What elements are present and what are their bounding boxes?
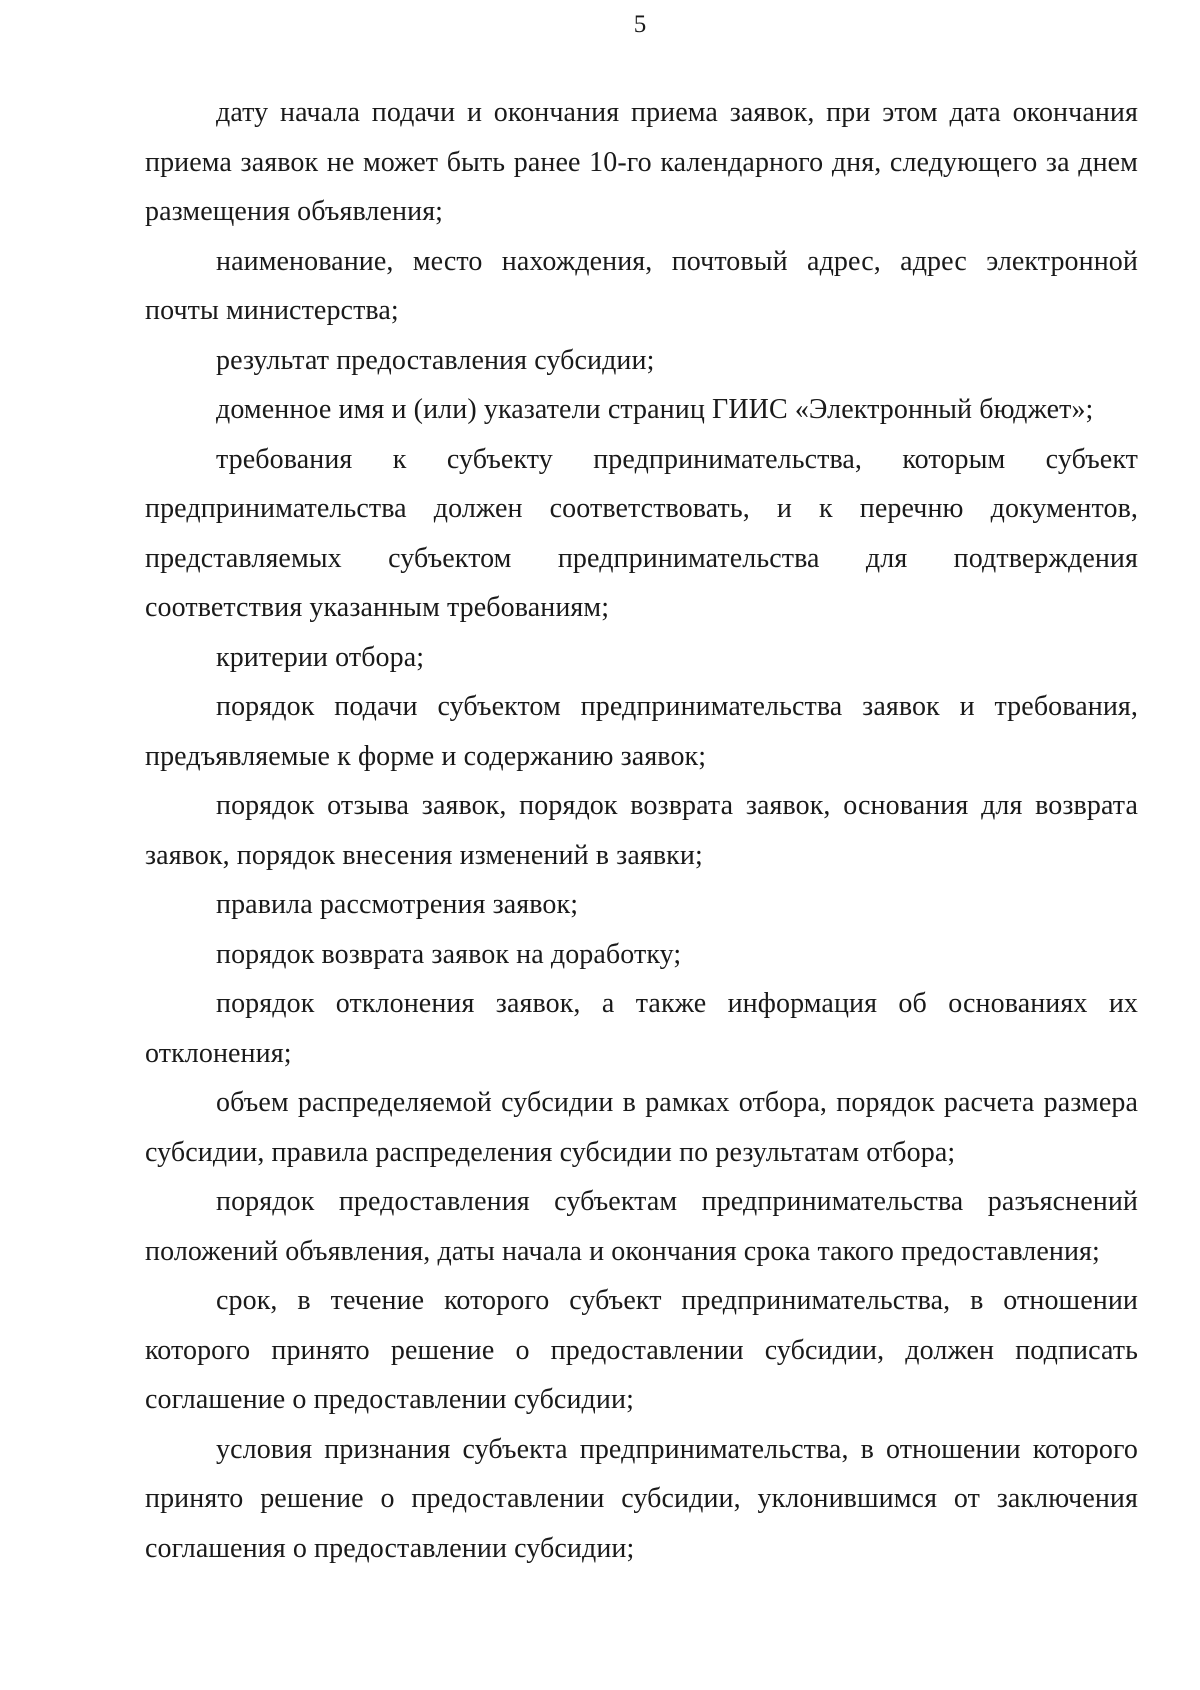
paragraph-review-rules: правила рассмотрения заявок; (216, 889, 579, 920)
paragraph-subsidy-result: результат предоставления субсидии; (216, 344, 655, 376)
paragraph-ministry-contacts: наименование, место нахождения, почтовый адрес, адрес электронной почты министерства; (145, 245, 1138, 326)
paragraph-subsidy-volume: объем распределяемой субсидии в рамках отбора, порядок расчета размера субсидии, правила распределения субсидии по результатам отбора; (145, 1087, 1138, 1168)
paragraph-submission-procedure: порядок подачи субъектом предпринимательства заявок и требования, предъявляемые к форме и содержанию заявок; (145, 691, 1138, 772)
paragraph-evasion-conditions: условия признания субъекта предпринимательства, в отношении которого принято решение о предоставлении субсидии, уклонившимся от заключения соглашения о предоставлении субсидии; (145, 1433, 1138, 1564)
page-number: 5 (633, 11, 647, 38)
paragraph-signing-deadline: срок, в течение которого субъект предпринимательства, в отношении которого принято решение о предоставлении субсидии, должен подписать соглашение о предоставлении субсидии; (145, 1285, 1138, 1415)
paragraph-domain-name: доменное имя и (или) указатели страниц ГИИС «Электронный бюджет»; (216, 394, 1094, 425)
paragraph-rejection-procedure: порядок отклонения заявок, а также информация об основаниях их отклонения; (145, 988, 1138, 1069)
paragraph-selection-criteria: критерии отбора; (216, 641, 425, 673)
paragraph-return-for-revision: порядок возврата заявок на доработку; (216, 938, 682, 970)
paragraph-entrepreneur-requirements: требования к субъекту предпринимательства, которым субъект предпринимательства должен соответствовать, и к перечню документов, представляемых субъектом предпринимательства для подтверждения соответствия указанным требованиям; (145, 443, 1138, 623)
paragraph-withdrawal-procedure: порядок отзыва заявок, порядок возврата заявок, основания для возврата заявок, порядок внесения изменений в заявки; (145, 790, 1138, 871)
paragraph-clarifications: порядок предоставления субъектам предпринимательства разъяснений положений объявления, даты начала и окончания срока такого предоставления; (145, 1186, 1138, 1267)
document-body (145, 88, 1138, 1573)
paragraph-submission-dates: дату начала подачи и окончания приема заявок, при этом дата окончания приема заявок не может быть ранее 10-го календарного дня, следующего за днем размещения объявления; (145, 97, 1138, 227)
